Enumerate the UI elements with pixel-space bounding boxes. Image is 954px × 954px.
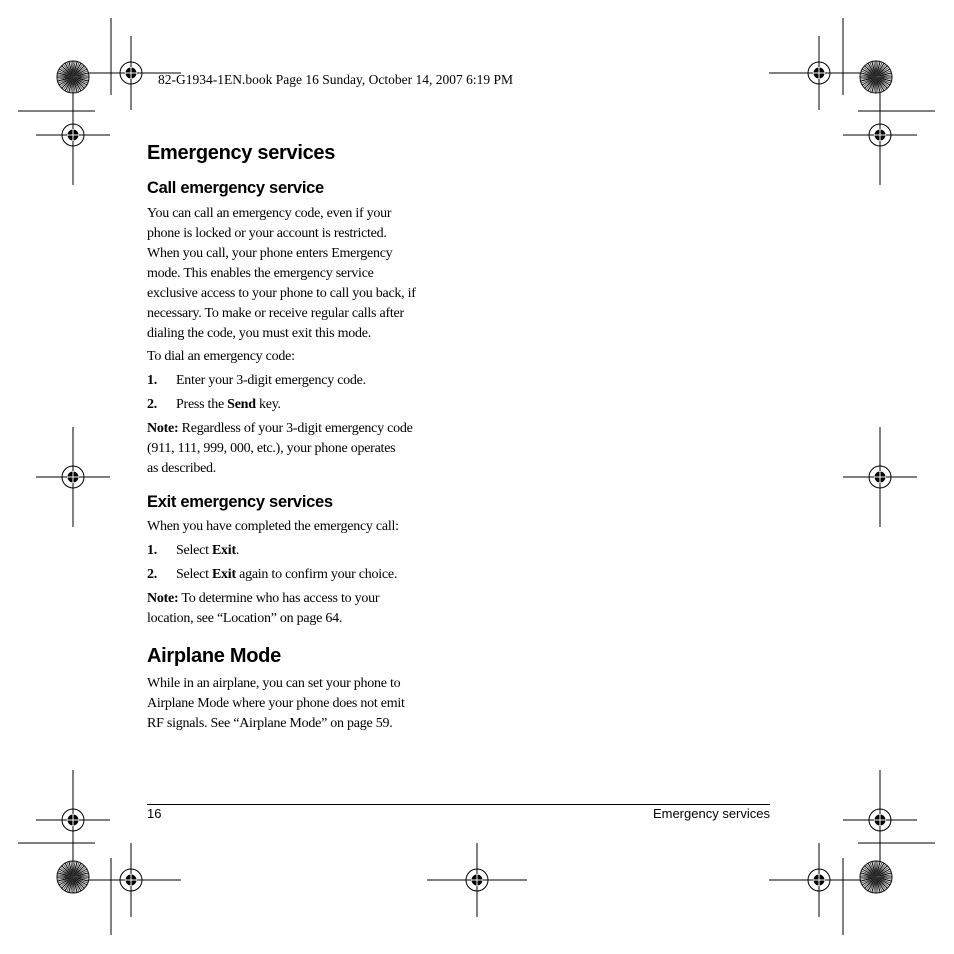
footer-page-number: 16 [147, 806, 162, 821]
step-1 [147, 371, 366, 391]
step-text: Select [176, 543, 212, 558]
note-line: as described. [147, 461, 217, 476]
key-name: Exit [211, 567, 236, 582]
note-text: Regardless of your 3-digit emergency code [178, 421, 413, 436]
step-text: key. [255, 397, 281, 412]
para-line: dialing the code, you must exit this mode. [147, 326, 371, 341]
note-line: location, see “Location” on page 64. [147, 611, 343, 626]
heading-emergency-services: Emergency services [147, 142, 336, 164]
para-line: RF signals. See “Airplane Mode” on page 59. [147, 716, 393, 731]
note-label: Note: [147, 591, 179, 606]
note-label: Note: [147, 421, 179, 436]
step-2 [147, 395, 281, 415]
para-line: phone is locked or your account is restricted. [147, 226, 387, 241]
para-line: mode. This enables the emergency service [147, 266, 374, 281]
intro-text: To dial an emergency code: [147, 349, 295, 364]
note-text: To determine who has access to your [178, 591, 380, 606]
step-text: Select [176, 567, 212, 582]
para-line: Airplane Mode where your phone does not emit [147, 696, 405, 711]
footer-rule [147, 804, 770, 805]
key-name: Exit [211, 543, 236, 558]
step-1 [147, 541, 239, 561]
para-line: While in an airplane, you can set your phone to [147, 676, 401, 691]
step-number: 2. [147, 567, 157, 582]
step-number: 1. [147, 373, 157, 388]
intro-text: When you have completed the emergency call: [147, 519, 399, 534]
para-line: necessary. To make or receive regular calls after [147, 306, 404, 321]
note-line [147, 589, 379, 609]
heading-airplane-mode: Airplane Mode [147, 645, 281, 667]
para-line: exclusive access to your phone to call you back, if [147, 286, 416, 301]
heading-call-emergency-service: Call emergency service [147, 179, 324, 197]
step-text: Enter your 3-digit emergency code. [176, 373, 366, 388]
step-2 [147, 565, 397, 585]
step-number: 2. [147, 397, 157, 412]
step-text: Press the [176, 397, 228, 412]
print-header: 82-G1934-1EN.book Page 16 Sunday, October 14, 2007 6:19 PM [158, 72, 513, 87]
para-line: When you call, your phone enters Emergency [147, 246, 393, 261]
step-number: 1. [147, 543, 157, 558]
heading-exit-emergency-services: Exit emergency services [147, 493, 333, 511]
key-name: Send [227, 397, 256, 412]
step-text: again to confirm your choice. [235, 567, 398, 582]
para-line: You can call an emergency code, even if your [147, 206, 392, 221]
note-line: (911, 111, 999, 000, etc.), your phone operates [147, 441, 396, 456]
footer-section-title: Emergency services [652, 806, 770, 821]
step-text: . [235, 543, 240, 558]
note-line [147, 419, 413, 439]
